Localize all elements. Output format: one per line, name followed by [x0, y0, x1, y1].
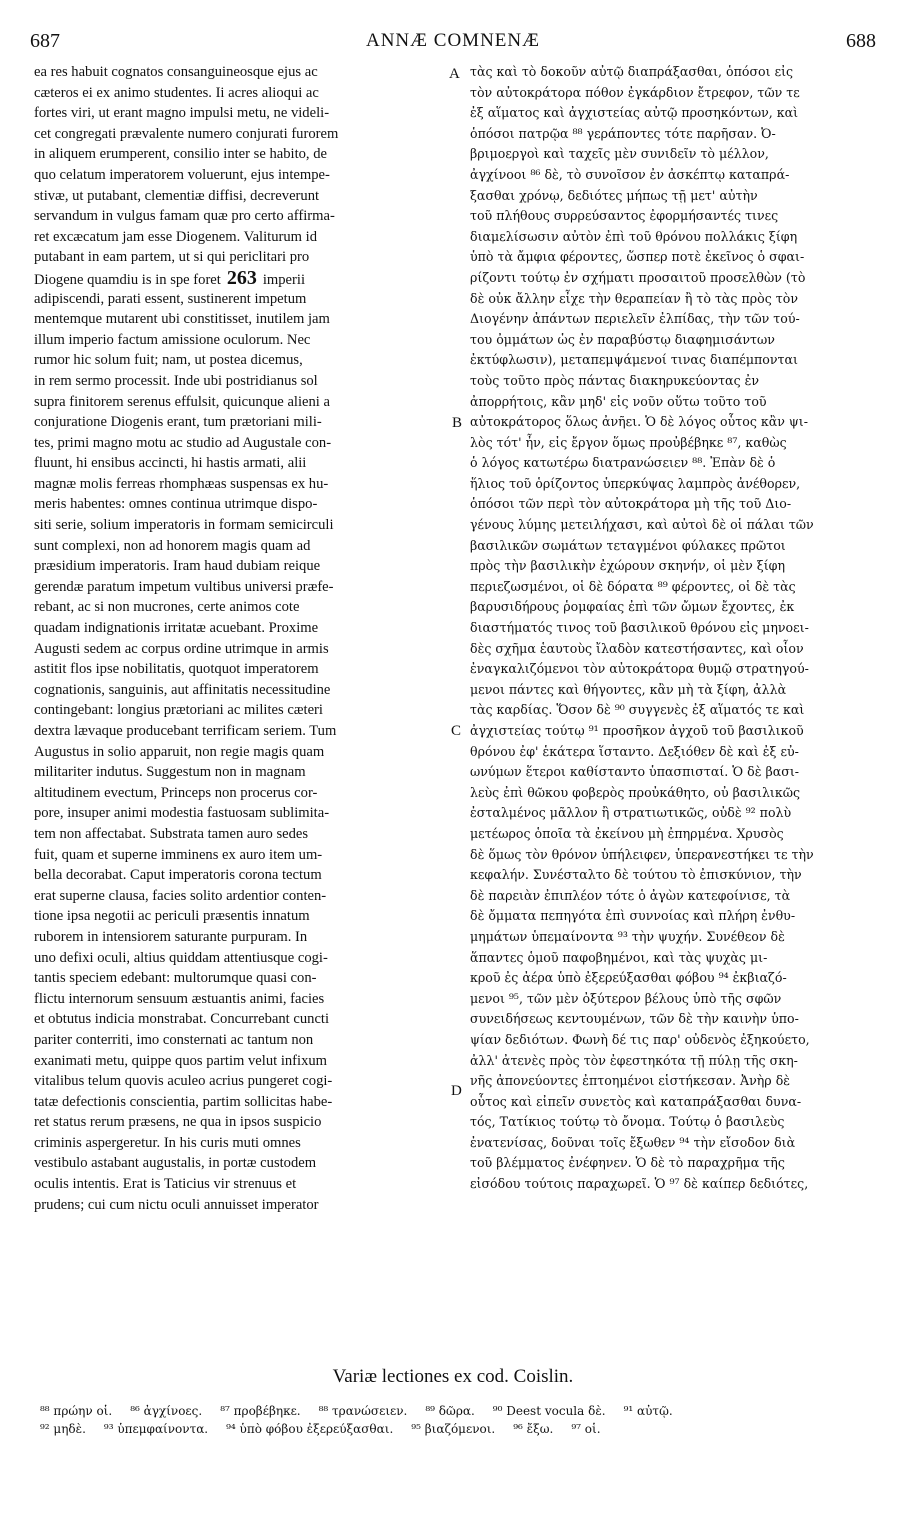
greek-text-line: οὗτος καὶ εἰπεῖν συνετὸς καὶ καταπράξασθαι δυνα- [470, 1093, 802, 1109]
greek-text-line: τός, Τατίκιος τούτῳ τὸ ὄνομα. Τούτῳ ὁ βασιλεὺς [470, 1114, 785, 1130]
greek-text-line: ξασθαι χρόνῳ, δεδιότες μήπως τῇ μετ' αὐτὴν [470, 187, 758, 203]
footnote: ⁸⁶ ἀγχίνοες. [130, 1404, 203, 1418]
latin-text-line [34, 268, 446, 289]
greek-text-line: ἀπορρήτοις, κἂν μηδ' εἰς νοῦν οὕτω τοῦτο τοῦ [470, 393, 767, 409]
latin-text-line: pariter conterriti, imo consternati ac tantum non [34, 1031, 314, 1048]
footnote: ⁸⁹ δῶρα. [425, 1404, 475, 1418]
greek-text-line: μενοι ⁹⁵, τῶν μὲν ὀξύτερον βέλους ὑπὸ τῆς σφῶν [470, 990, 782, 1006]
greek-text-line: ὁπόσοι πατρῷα ⁸⁸ γεράποντες τότε παρῆσαν. Ὀ- [470, 125, 776, 141]
latin-text-line: mentemque mutarent ubi constitisset, inutilem jam [34, 311, 330, 328]
greek-column [470, 62, 878, 1195]
greek-text-line: τοῦ βλέμματος ἐνέφηνεν. Ὁ δὲ τὸ παραχρῆμα τῆς [470, 1155, 785, 1171]
greek-text-line: δὲ ὅμως τὸν θρόνον ὑπήλειφεν, ὑπερανεστήκει τε τὴν [470, 846, 814, 862]
latin-text-line: erat superne clausa, facies solito ardentior conten- [34, 887, 327, 904]
greek-text-line: διαστήματός τινος τοῦ βασιλικοῦ θρόνου εἰς μηνοει- [470, 620, 809, 636]
greek-text-line: ἐνατενίσας, δοῦναι τοῖς ἔξωθεν ⁹⁴ τὴν εἴσοδον διὰ [470, 1134, 796, 1150]
latin-text-line: tione ipsa negotii ac periculi præsentis innatum [34, 908, 310, 925]
greek-text-line: λεὺς ἐπὶ θῶκου φοβερὸς προὐκάθητο, οὐ βασιλικῶς [470, 784, 801, 800]
latin-text-line: Augustus in solio apparuit, non regie magis quam [34, 743, 325, 760]
greek-text-line: δὲ οὐκ ἄλλην εἶχε τὴν θεραπείαν ἢ τὸ τὰς πρὸς τὸν [470, 290, 798, 306]
greek-text-line: μενοι πάντες καὶ θήγοντες, κἂν μὴ τὰ ξίφη, ἀλλὰ [470, 681, 787, 697]
latin-text-line: ruborem in intensiorem saturante purpuram. In [34, 928, 308, 945]
greek-text-line: δὲς σχῆμα ἑαυτοὺς ἴλαδὸν κατεστήσαντες, καὶ οἷον [470, 640, 804, 656]
greek-text-line: ἥλιος τοῦ ὁρίζοντος ὑπερκύψας λαμπρὸς ἀνέθορεν, [470, 475, 801, 491]
footnote: ⁹¹ αὐτῷ. [623, 1404, 673, 1418]
greek-text-line: του ὀμμάτων ὡς ἐν παραβύστῳ διαφημισάντων [470, 331, 775, 347]
latin-text-line: astitit flos ipse nobilitatis, quotquot imperatorem [34, 661, 319, 678]
latin-text-line: Augusti sedem ac corpus ordine utrimque in armis [34, 640, 329, 657]
latin-text-line: tem non affectabat. Substrata tamen auro sedes [34, 825, 309, 842]
footnote: ⁹⁶ ἔξω. [513, 1422, 554, 1436]
latin-text-line: putabant in eam partem, ut si qui periclitari pro [34, 249, 310, 266]
greek-text-line: βαρυσιδήρους ῥομφαίας ἐπὶ τῶν ὤμων ἔχοντες, ἐκ [470, 599, 795, 615]
footnote: ⁹⁴ ὑπὸ φόβου ἐξερεύξασθαι. [226, 1422, 394, 1436]
latin-text-line: flictu internorum sensuum æstuantis animi, facies [34, 990, 325, 1007]
latin-text-line: ret excæcatum jam esse Diogenem. Valiturum id [34, 228, 318, 245]
greek-text-line: τὸν αὐτοκράτορα πόθον ἐγκάρδιον ἔτρεφον, τῶν τε [470, 84, 800, 100]
latin-text-line: conjuratione Diogenis erant, tum prætoriani mili- [34, 414, 322, 431]
footnotes-line-1 [40, 1404, 876, 1418]
latin-text-line: vestibulo astabant augustalis, in portæ custodem [34, 1155, 317, 1172]
greek-text-line: μημάτων ὑπεμαίνοντα ⁹³ τὴν ψυχήν. Συνέθεον δὲ [470, 928, 785, 944]
greek-text-line: τοῦ πλήθους συρρεύσαντος ἐφορμήσαντές τινες [470, 208, 779, 224]
latin-text-line: stivæ, ut putabant, clementiæ diffisi, decreverunt [34, 187, 320, 204]
greek-text-line: λὸς τότ' ἦν, εἰς ἔργον ὅμως προὐβέβηκε ⁸⁷, καθὼς [470, 434, 787, 450]
greek-text-line: ἀλλ' ἀτενὲς πρὸς τὸν ἐφεστηκότα τῇ πύλῃ τῆς σκη- [470, 1052, 798, 1068]
latin-text-line: tantis speciem edebant: multorumque quasi con- [34, 970, 317, 987]
greek-text-line: δὲ ὄμματα πεπηγότα ἐπὶ συννοίας καὶ πλήρη ἐνθυ- [470, 908, 796, 924]
margin-marker-d: D [451, 1083, 462, 1099]
latin-text-line: criminis aspergeretur. In his curis muti omnes [34, 1134, 301, 1151]
greek-text-line: ἀγχιστείας τούτῳ ⁹¹ προσῆκον ἀγχοῦ τοῦ βασιλικοῦ [470, 723, 804, 738]
latin-text-line: pore, insuper animi modestia fastuosam sublimita- [34, 805, 330, 822]
greek-text-line: δὲ παρειὰν ἐπιπλέον τότε ὁ ἀγὼν κατεφοίνισε, τὰ [470, 887, 791, 903]
latin-text-line: tes, primi magno motu ac studio ad Augustale con- [34, 434, 332, 451]
greek-text-line: βριμοεργοὶ καὶ ταχεῖς μὲν συνιδεῖν τὸ μέλλον, [470, 146, 769, 162]
running-title: ANNÆ COMNENÆ [365, 30, 541, 51]
footnote: ⁹³ ὑπεμφαίνοντα. [103, 1422, 209, 1436]
latin-text-line: cognationis, sanguinis, aut affinitatis necessitudine [34, 681, 331, 698]
greek-text-line: τοὺς τοῦτο πρὸς πάντας διακηρυκεύοντας ἐν [470, 372, 760, 388]
latin-text-line: siti serie, solium imperatoris in formam semicirculi [34, 517, 334, 534]
latin-text-line: præsidium imperatoris. Iram haud dubiam reique [34, 558, 321, 575]
latin-text-line: fortes viri, ut erant magno impulsi metu, ne videli- [34, 105, 330, 122]
greek-text-line: Διογένην ἀπάντων περιελεῖν ἐλπίδας, τὴν τῶν τού- [470, 311, 800, 327]
margin-marker-c: C [451, 723, 462, 739]
footnote: ⁹⁵ βιαζόμενοι. [411, 1422, 496, 1436]
latin-text-line: supra finitorem serenus effulsit, quicunque alieni a [34, 393, 330, 410]
latin-text-line: oculis intentis. Erat is Taticius vir strenuus et [34, 1176, 297, 1193]
latin-text-line: prudens; cui cum nictu oculi annuisset imperator [34, 1196, 319, 1213]
page-header [30, 30, 876, 54]
footnote: ⁸⁸ τρανώσειεν. [318, 1404, 408, 1418]
greek-text-line: μετέωρος ὁποῖα τὰ ἐκείνου μὴ ἐπηρμένα. Χρυσὸς [470, 825, 784, 841]
greek-text-line: βασιλικῶν σωμάτων τεταγμένοι φύλακες πρῶτοι [470, 537, 786, 553]
greek-text-line: ὁ λόγος κατωτέρω διατρανώσειεν ⁸⁸. Ἐπὰν δὲ ὁ [470, 455, 776, 471]
greek-text-line: ἅπαντες ὁμοῦ παφοβημένοι, καὶ τὰς ψυχὰς μι- [470, 949, 768, 965]
greek-text-line: νῆς ἀπονεύοντες ἐπτοημένοι εἱστήκεσαν. Ἀνὴρ δὲ [470, 1073, 791, 1089]
greek-text-line: ωνύμων ἕτεροι καθίσταντο ὑπασπισταί. Ὁ δὲ βασι- [470, 764, 800, 780]
latin-text-line: cet congregati prævalente numero conjurati furorem [34, 125, 339, 142]
greek-text-line: τὰς καὶ τὸ δοκοῦν αὐτῷ διαπράξασθαι, ὁπόσοι εἰς [470, 64, 794, 79]
greek-text-line: περιεζωσμένοι, οἱ δὲ δόρατα ⁸⁹ φέροντες, οἱ δὲ τὰς [470, 578, 796, 594]
greek-text-line: ψίαν δεδιότων. Φωνὴ δέ τις παρ' οὐδενὸς ἐξηκούετο, [470, 1031, 810, 1047]
variae-lectiones-title: Variæ lectiones ex cod. Coislin. [332, 1366, 574, 1387]
greek-text-line: συνειδήσεως κεντουμένων, τῶν δὲ τὴν καινὴν ὑπο- [470, 1011, 799, 1027]
latin-text-line: uno defixi oculi, altius quiddam attentiusque cogi- [34, 949, 328, 966]
latin-text-line: militariter indutus. Suggestum non in magnam [34, 764, 306, 781]
latin-text-line: et obtutus indicia monstrabat. Concurrebant cuncti [34, 1011, 330, 1028]
greek-text-line: τὰς καρδίας. Ὅσον δὲ ⁹⁰ συγγενὲς ἐξ αἵματός τε καὶ [470, 702, 805, 718]
latin-text-line: fuit, quam et superne imminens ex auro item um- [34, 846, 323, 863]
greek-text-line: ἐκτύφλωσιν), μεταπεμψάμενοί τινας διαπέμπονται [470, 352, 798, 368]
greek-text-line: κεφαλήν. Συνέσταλτο δὲ τούτου τὸ ἐπισκύνιον, τὴν [470, 867, 802, 883]
margin-marker-b: B [452, 415, 463, 431]
latin-text-line: in rem sermo processit. Inde ubi postridianus sol [34, 372, 318, 389]
latin-text-line: adipiscendi, parati essent, sustinerent impetum [34, 290, 307, 307]
latin-text-fragment: imperii [262, 271, 305, 288]
latin-text-line: rebant, ac si non mucrones, certe animos cote [34, 599, 300, 616]
latin-text-line: in aliquem erumperent, consilio inter se habito, de [34, 146, 328, 163]
latin-text-line: cæteros ei ex animo studentes. Ii acres alioqui ac [34, 84, 319, 101]
greek-text-line: εἰσόδου τούτοις παραχωρεῖ. Ὁ ⁹⁷ δὲ καίπερ δεδιότες, [470, 1176, 809, 1192]
latin-text-line: dextra lævaque producebant terrificam seriem. Tum [34, 723, 337, 739]
footnotes-line-2 [40, 1422, 876, 1436]
latin-text-line: exanimati metu, quippe quos partim velut infixum [34, 1052, 328, 1069]
margin-marker-a: A [449, 66, 460, 82]
latin-text-line: sunt complexi, non ad honorem magis quam ad [34, 537, 311, 554]
latin-text-line: meris habentes: omnes continua utrimque dispo- [34, 496, 318, 513]
latin-text-line: contingebant: longius prætoriani ac milites cæteri [34, 702, 323, 719]
greek-text-line: ἀγχίνοοι ⁸⁶ δὲ, τὸ συνοῖσον ἐν ἀσκέπτῳ καταπρά- [470, 166, 790, 182]
greek-text-line: ἐξ αἵματος καὶ ἀγχιστείας αὐτῷ προσηκόντων, καὶ [470, 105, 799, 121]
latin-text-line: fluunt, hi ensibus accincti, hi hastis armati, alii [34, 455, 307, 472]
latin-text-line: vitalibus telum quovis aculeo acrius pungeret cogi- [34, 1073, 333, 1090]
latin-text-line: quadam indignationis irritatæ acuebant. Proxime [34, 620, 319, 637]
footnote: ⁹² μηδὲ. [40, 1422, 86, 1436]
latin-text-line: magnæ molis ferreas rhomphæas suspensas ex hu- [34, 475, 329, 492]
latin-text-line: illum imperio factum amissione oculorum. Nec [34, 331, 311, 348]
greek-text-line: διαμελίσωσιν αὐτὸν ἐπὶ τοῦ θρόνου πολλάκις ξίφη [470, 228, 798, 244]
greek-text-line: αὐτοκράτορος ὅλως ἀνῆει. Ὁ δὲ λόγος οὗτος κἂν ψι- [470, 414, 808, 430]
footnote: ⁸⁷ προβέβηκε. [220, 1404, 301, 1418]
latin-text-line: gerendæ paratum impetum vultibus universi præfe- [34, 578, 334, 595]
latin-text-line: altitudinem evectum, Princeps non procerus cor- [34, 784, 318, 801]
column-number: 263 [226, 267, 257, 289]
latin-text-fragment: Diogene quamdiu is in spe foret [34, 271, 221, 288]
latin-text-line: quo celatum imperatorem voluerunt, ejus intempe- [34, 166, 330, 183]
greek-text-line: ὁπόσοι τῶν περὶ τὸν αὐτοκράτορα μὴ τῆς τοῦ Διο- [470, 496, 792, 512]
greek-text-line: ρίζοντι τούτῳ ἐν σχήματι προσαιτοῦ προσελθὼν (τὸ [470, 269, 806, 285]
latin-text-line: servandum in vulgus famam quæ pro certo affirma- [34, 208, 335, 225]
footnote: ⁸⁸ πρώην οἱ. [40, 1404, 113, 1418]
greek-text-line: ἐναγκαλιζόμενοι τὸν αὐτοκράτορα θυμῷ στρατηγού- [470, 661, 809, 677]
latin-text-line: tatæ defectionis conscientia, partim sollicitas habe- [34, 1093, 333, 1110]
greek-text-line: κροῦ ἐς ἀέρα ὑπὸ ἐξερεύξασθαι φόβου ⁹⁴ ἐκβιαζό- [470, 970, 787, 986]
latin-text-line: rumor hic solum fuit; nam, ut postea dicemus, [34, 352, 303, 369]
footnote: ⁹⁷ οἱ. [571, 1422, 601, 1436]
greek-text-line: θρόνου ἐφ' ἑκάτερα ἵσταντο. Δεξιόθεν δὲ καὶ ἐξ εὐ- [470, 743, 799, 759]
latin-text-line: bella decorabat. Caput imperatoris corona tectum [34, 867, 322, 884]
greek-text-line: γένους λύμης μετειλήχασι, καὶ αὐτοὶ δὲ οἱ πάλαι τῶν [470, 517, 814, 533]
page-number-left: 687 [30, 30, 60, 52]
greek-text-line: ἐσταλμένος μᾶλλον ἢ στρατιωτικῶς, οὐδὲ ⁹² πολὺ [470, 805, 792, 821]
latin-text-line: ret status rerum præsens, ne qua in ipsos suspicio [34, 1114, 322, 1131]
greek-text-line: πρὸς τὴν βασιλικὴν ἐχώρουν σκηνήν, οἱ μὲν ξίφη [470, 558, 786, 574]
latin-text-line: ea res habuit cognatos consanguineosque ejus ac [34, 64, 318, 80]
page-number-right: 688 [846, 30, 876, 52]
greek-text-line: ὑπὸ τὰ ἄμφια φέροντες, ὥσπερ ποτὲ ἐκεῖνος ὁ σφαι- [470, 249, 805, 265]
latin-column [34, 62, 446, 1215]
footnote: ⁹⁰ Deest vocula δὲ. [492, 1404, 606, 1418]
